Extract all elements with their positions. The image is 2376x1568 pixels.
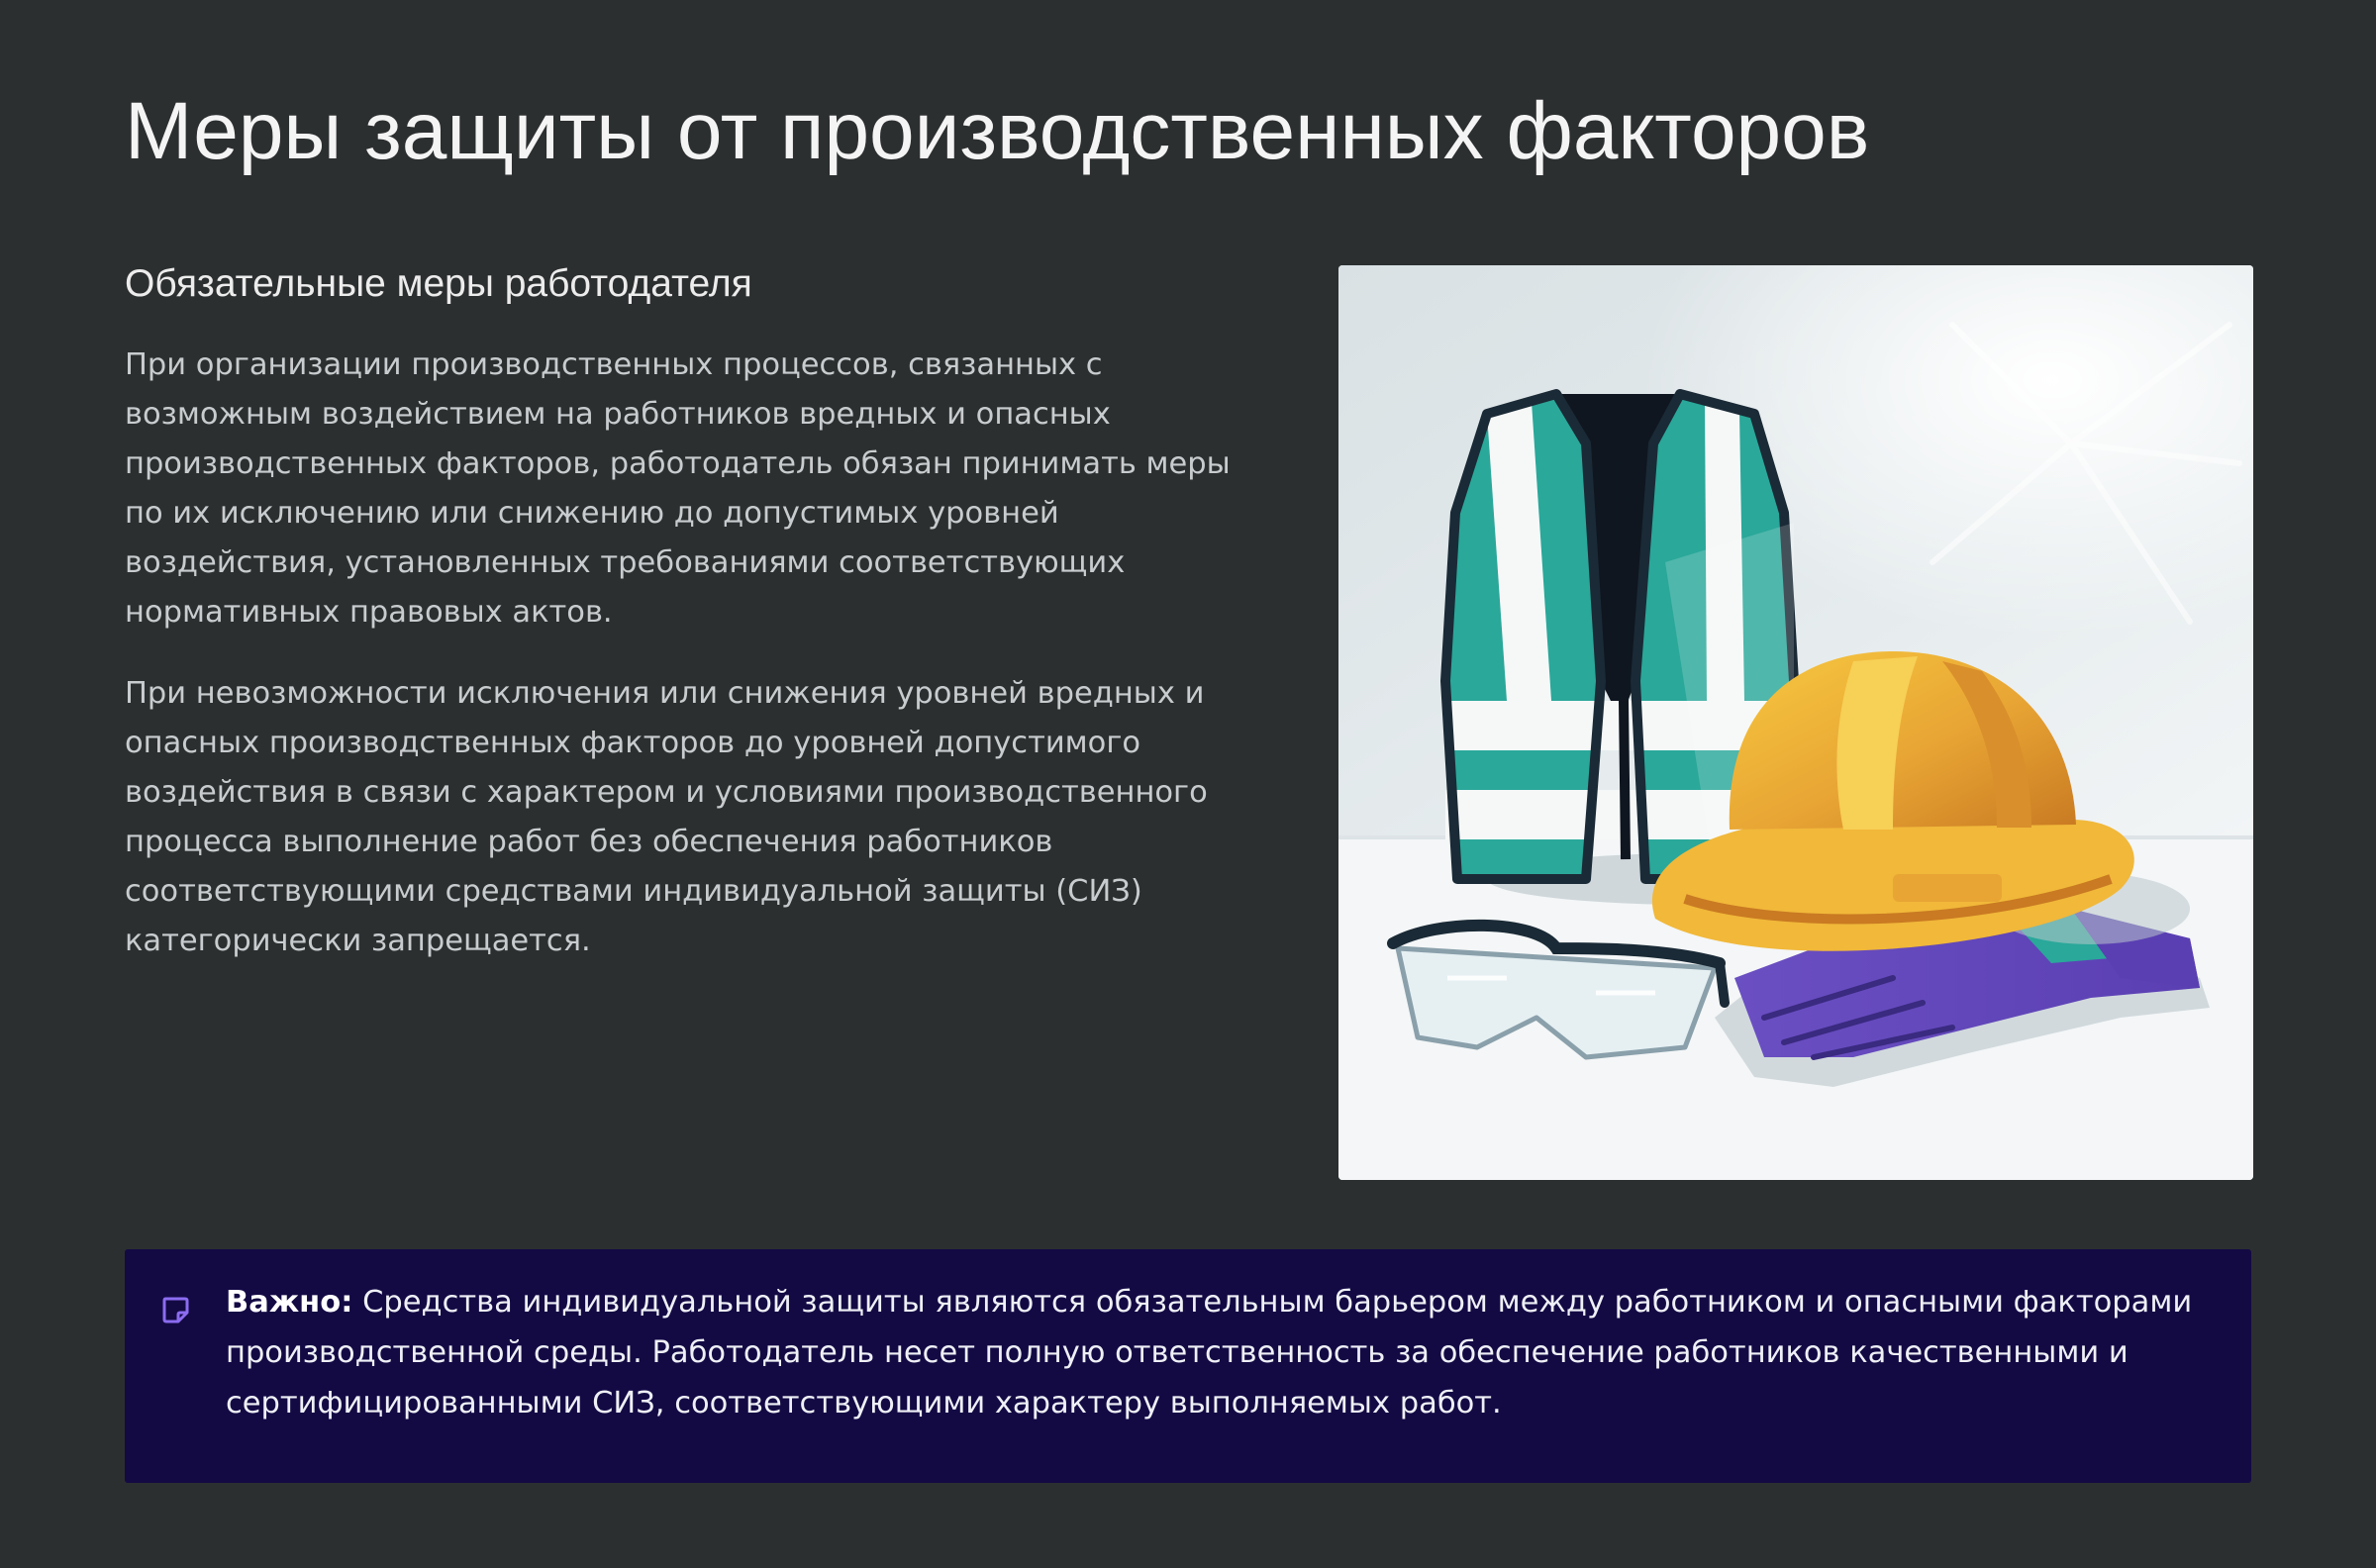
paragraph-employer-duties: При организации производственных процессов, связанных с возможным воздействием на работников вредных и опасных производственных факторов, работодатель обязан принимать меры по их исключению или снижению до допустимых уровней воздействия, установленных требованиями соответствующих нормативных правовых актов. [125,347,1231,630]
callout-label: Важно: [226,1285,353,1320]
important-callout [125,1249,2251,1483]
paragraph-ppe-requirement: При невозможности исключения или снижения уровней вредных и опасных производственных факторов до уровней допустимого воздействия в связи с характером и условиями производственного процесса выполнение работ без обеспечения работников соответствующими средствами индивидуальной защиты (СИЗ) категорически запрещается. [125,676,1208,958]
note-icon [160,1295,190,1324]
callout-body: Средства индивидуальной защиты являются обязательным барьером между работником и опасными факторами производственной среды. Работодатель несет полную ответственность за обеспечение работников качественными и сертифицированными СИЗ, соответствующими характеру выполняемых работ. [226,1285,2193,1421]
slide-title: Меры защиты от производственных факторов [125,86,1870,176]
callout-text [226,1277,2206,1428]
ppe-illustration [1338,265,2253,1180]
section-subtitle: Обязательные меры работодателя [125,262,752,305]
